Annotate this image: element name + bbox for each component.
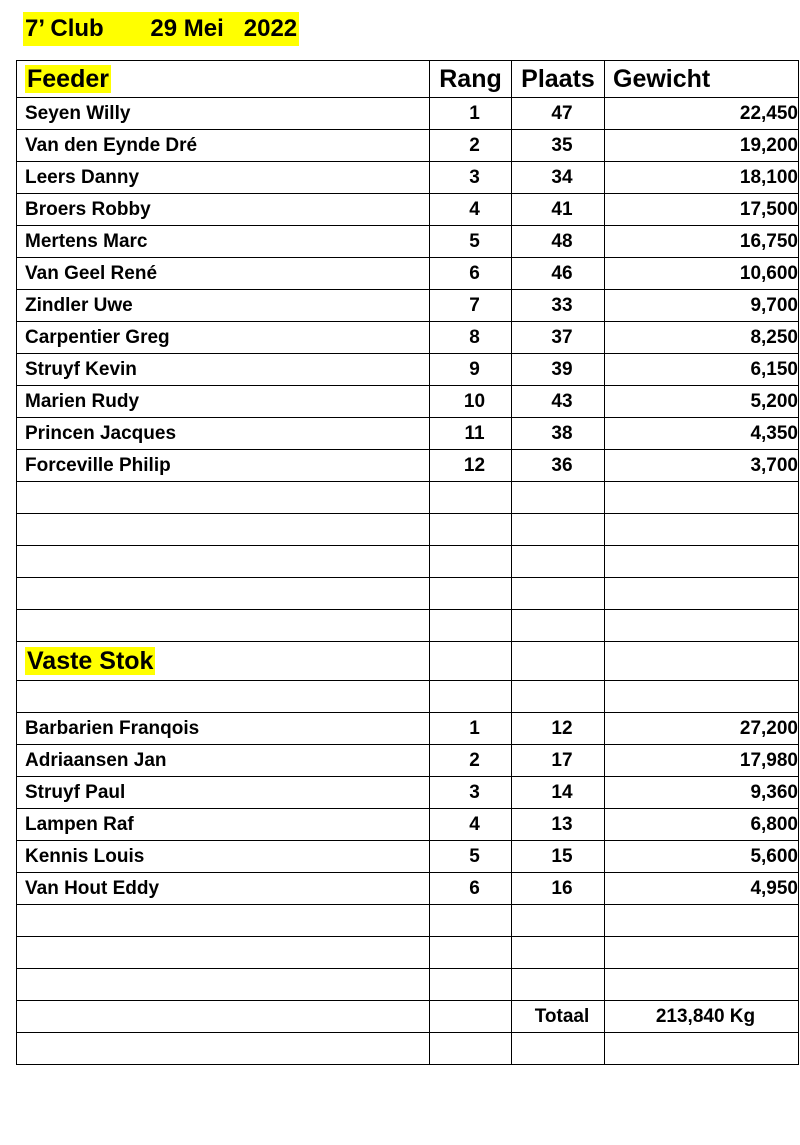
gewicht-value: 16,750 [605,226,799,258]
rang-value: 4 [430,194,512,226]
rang-value: 5 [430,841,512,873]
angler-name: Kennis Louis [17,841,430,873]
match-date: 29 Mei 2022 [150,15,298,42]
empty-cell [605,578,799,610]
empty-cell [605,482,799,514]
table-row [17,713,799,745]
table-row [17,354,799,386]
empty-row [17,578,799,610]
empty-cell [430,578,512,610]
gewicht-value: 6,800 [605,809,799,841]
empty-cell [17,905,430,937]
plaats-value: 48 [512,226,605,258]
empty-cell [17,610,430,642]
empty-row [17,610,799,642]
empty-cell [430,546,512,578]
empty-row [17,969,799,1001]
angler-name: Zindler Uwe [17,290,430,322]
gewicht-value: 8,250 [605,322,799,354]
angler-name: Leers Danny [17,162,430,194]
plaats-value: 46 [512,258,605,290]
table-row [17,841,799,873]
empty-cell [430,937,512,969]
angler-name: Adriaansen Jan [17,745,430,777]
empty-cell [512,681,605,713]
plaats-value: 15 [512,841,605,873]
plaats-value: 37 [512,322,605,354]
rang-value: 7 [430,290,512,322]
gewicht-value: 10,600 [605,258,799,290]
angler-name: Seyen Willy [17,98,430,130]
rang-value: 12 [430,450,512,482]
angler-name: Struyf Paul [17,777,430,809]
empty-cell [17,578,430,610]
gewicht-value: 22,450 [605,98,799,130]
empty-cell [605,1033,799,1065]
vaste-stok-header-row [17,642,799,681]
empty-cell [430,514,512,546]
plaats-value: 12 [512,713,605,745]
plaats-value: 35 [512,130,605,162]
angler-name: Forceville Philip [17,450,430,482]
rang-value: 8 [430,322,512,354]
rang-value: 2 [430,745,512,777]
plaats-value: 14 [512,777,605,809]
empty-cell [512,514,605,546]
angler-name: Mertens Marc [17,226,430,258]
feeder-header-row [17,61,799,98]
gewicht-value: 6,150 [605,354,799,386]
table-row [17,777,799,809]
empty-cell [512,642,605,681]
empty-row [17,905,799,937]
angler-name: Struyf Kevin [17,354,430,386]
angler-name: Princen Jacques [17,418,430,450]
empty-cell [17,514,430,546]
empty-cell [17,937,430,969]
plaats-value: 13 [512,809,605,841]
empty-row [17,1033,799,1065]
totals-label: Totaal [512,1001,605,1033]
plaats-value: 36 [512,450,605,482]
rang-value: 1 [430,98,512,130]
feeder-section-title: Feeder [17,61,430,98]
empty-row [17,937,799,969]
vaste-stok-section-title: Vaste Stok [17,642,430,681]
gewicht-value: 9,700 [605,290,799,322]
table-row [17,322,799,354]
table-row [17,194,799,226]
table-row [17,745,799,777]
empty-row [17,681,799,713]
empty-cell [605,905,799,937]
empty-cell [605,681,799,713]
plaats-value: 34 [512,162,605,194]
empty-cell [512,937,605,969]
gewicht-value: 19,200 [605,130,799,162]
empty-cell [512,482,605,514]
rang-value: 4 [430,809,512,841]
plaats-value: 43 [512,386,605,418]
empty-cell [17,546,430,578]
table-row [17,809,799,841]
rang-value: 2 [430,130,512,162]
gewicht-value: 5,200 [605,386,799,418]
angler-name: Lampen Raf [17,809,430,841]
plaats-value: 41 [512,194,605,226]
empty-row [17,546,799,578]
empty-cell [512,546,605,578]
col-header-rang: Rang [430,61,512,98]
empty-cell [605,642,799,681]
table-row [17,162,799,194]
rang-value: 1 [430,713,512,745]
empty-cell [430,969,512,1001]
plaats-value: 33 [512,290,605,322]
table-row [17,130,799,162]
angler-name: Van Geel René [17,258,430,290]
empty-cell [430,905,512,937]
empty-cell [17,482,430,514]
plaats-value: 17 [512,745,605,777]
empty-cell [17,969,430,1001]
rang-value: 3 [430,162,512,194]
angler-name: Broers Robby [17,194,430,226]
empty-cell [430,482,512,514]
rang-value: 6 [430,873,512,905]
plaats-value: 16 [512,873,605,905]
empty-cell [512,1033,605,1065]
angler-name: Marien Rudy [17,386,430,418]
angler-name: Van Hout Eddy [17,873,430,905]
empty-cell [17,1033,430,1065]
empty-cell [430,610,512,642]
empty-cell [605,546,799,578]
rang-value: 11 [430,418,512,450]
gewicht-value: 4,950 [605,873,799,905]
empty-cell [17,681,430,713]
empty-row [17,514,799,546]
rang-value: 3 [430,777,512,809]
page-title [23,12,299,46]
angler-name: Van den Eynde Dré [17,130,430,162]
rang-value: 10 [430,386,512,418]
angler-name: Barbarien Franqois [17,713,430,745]
empty-cell [430,1001,512,1033]
table-row [17,450,799,482]
empty-cell [17,1001,430,1033]
table-row [17,418,799,450]
col-header-gewicht: Gewicht [605,61,799,98]
table-row [17,258,799,290]
totals-row [17,1001,799,1033]
gewicht-value: 17,500 [605,194,799,226]
plaats-value: 38 [512,418,605,450]
gewicht-value: 4,350 [605,418,799,450]
gewicht-value: 3,700 [605,450,799,482]
empty-cell [605,969,799,1001]
gewicht-value: 27,200 [605,713,799,745]
results-table [16,60,799,1065]
angler-name: Carpentier Greg [17,322,430,354]
empty-cell [512,578,605,610]
empty-cell [512,905,605,937]
totals-value: 213,840 Kg [605,1001,799,1033]
col-header-plaats: Plaats [512,61,605,98]
table-row [17,386,799,418]
table-row [17,873,799,905]
gewicht-value: 9,360 [605,777,799,809]
table-row [17,290,799,322]
empty-cell [605,610,799,642]
empty-cell [430,1033,512,1065]
rang-value: 9 [430,354,512,386]
gewicht-value: 18,100 [605,162,799,194]
empty-row [17,482,799,514]
gewicht-value: 5,600 [605,841,799,873]
gewicht-value: 17,980 [605,745,799,777]
empty-cell [430,681,512,713]
table-row [17,98,799,130]
empty-cell [512,610,605,642]
empty-cell [605,514,799,546]
empty-cell [605,937,799,969]
empty-cell [430,642,512,681]
plaats-value: 39 [512,354,605,386]
empty-cell [512,969,605,1001]
table-row [17,226,799,258]
plaats-value: 47 [512,98,605,130]
club-name: 7’ Club [25,15,104,42]
rang-value: 6 [430,258,512,290]
rang-value: 5 [430,226,512,258]
